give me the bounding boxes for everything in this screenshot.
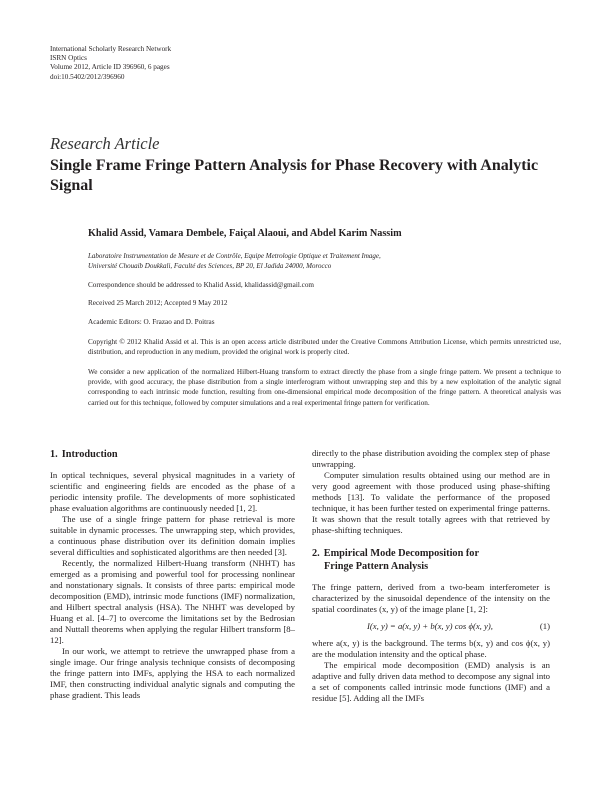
affiliation [88, 251, 381, 271]
paragraph: Recently, the normalized Hilbert-Huang transform (NHHT) has emerged as a promising and powerful tool for processing nonlinear and nonstationary signals. It consists of three parts: empirical mode decomposition (EMD), intrinsic mode functions (IMF) normalization, and Hilbert spectral analysis (HSA). The NHHT was developed by Huang et al. [4–7] to overcome the limitations set by the Bedrosian and Nuttall theorems when applying the regular Hilbert transform [8–12]. [50, 558, 295, 645]
equation-1 [312, 621, 550, 632]
paragraph: directly to the phase distribution avoiding the complex step of phase unwrapping. [312, 448, 550, 469]
volume-line: Volume 2012, Article ID 396960, 6 pages [50, 63, 170, 72]
doi: doi:10.5402/2012/396960 [50, 72, 125, 81]
article-type: Research Article [50, 134, 160, 153]
section-title: Empirical Mode Decomposition for [323, 548, 480, 559]
equation-number: (1) [539, 621, 550, 631]
section-title: Introduction [61, 449, 118, 460]
paragraph: The empirical mode decomposition (EMD) analysis is an adaptive and fully driven data method to decompose any signal into a set of components called intrinsic mode functions (IMF) and a residue [5]. Adding all the IMFs [312, 660, 550, 703]
section-heading-emd [312, 547, 550, 573]
paragraph: The fringe pattern, derived from a two-beam interferometer is characterized by the sinusoidal dependence of the intensity on the spatial coordinates (x, y) of the image plane [1, 2]: [312, 582, 550, 614]
academic-editors: Academic Editors: O. Frazao and D. Poitras [88, 318, 215, 326]
journal-name: International Scholarly Research Network [50, 45, 172, 53]
affiliation-line: Laboratoire Instrumentation de Mesure et de Contrôle, Equipe Metrologie Optique et Traitement Image, [88, 252, 381, 260]
copyright-notice: Copyright © 2012 Khalid Assid et al. This is an open access article distributed under the Creative Commons Attribution License, which permits unrestricted use, distribution, and reproduction in any medium, provided the original work is properly cited. [88, 338, 561, 357]
section-number: 2. [312, 548, 320, 559]
section-heading-introduction [50, 448, 295, 461]
article-title: Single Frame Fringe Pattern Analysis for Phase Recovery with Analytic Signal [50, 157, 539, 194]
right-column [312, 448, 550, 704]
journal-header [50, 45, 171, 82]
left-column [50, 448, 295, 701]
section-title-continued: Fringe Pattern Analysis [324, 561, 429, 572]
paragraph: where a(x, y) is the background. The terms b(x, y) and cos ϕ(x, y) are the modulation intensity and the optical phase. [312, 638, 550, 659]
dates: Received 25 March 2012; Accepted 9 May 2012 [88, 299, 228, 307]
affiliation-line: Université Chouaib Doukkali, Faculté des Sciences, BP 20, El Jadida 24000, Morocco [88, 262, 332, 270]
equation-body: I(x, y) = a(x, y) + b(x, y) cos ϕ(x, y), [367, 621, 493, 631]
paragraph: In our work, we attempt to retrieve the unwrapped phase from a single image. Our fringe analysis technique consists of decomposing the fringe pattern into IMFs, applying the HSA to each normalized IMF, then constructing individual analytic signals and computing the phase gradient. This leads [50, 646, 295, 700]
paragraph: Computer simulation results obtained using our method are in very good agreement with those produced using phase-shifting methods [13]. To validate the performance of the proposed technique, it has been further tested on experimental fringe patterns. It was shown that the result totally agrees with that retrieved by phase-shifting techniques. [312, 470, 550, 535]
publication-name: ISRN Optics [50, 54, 87, 63]
abstract: We consider a new application of the normalized Hilbert-Huang transform to extract directly the phase from a single fringe pattern. We present a technique to provide, with good accuracy, the phase distribution from a single interferogram without unwrapping step and this by a new exploitation of the analytic signal corresponding to each intrinsic mode function, resulting from one-dimensional empirical mode decomposition of the fringe pattern. A theoretical analysis was carried out for this technique, followed by computer simulations and a real experimental fringe pattern for verification. [88, 368, 561, 407]
paragraph: The use of a single fringe pattern for phase retrieval is more suitable in dynamic processes. The unwrapping step, which provides, a continuous phase distribution over its definition domain implies several difficulties and sophisticated algorithms are then needed [3]. [50, 514, 295, 557]
author-list: Khalid Assid, Vamara Dembele, Faiçal Alaoui, and Abdel Karim Nassim [88, 228, 402, 239]
correspondence: Correspondence should be addressed to Khalid Assid, khalidassid@gmail.com [88, 281, 314, 289]
section-number: 1. [50, 449, 58, 460]
paragraph: In optical techniques, several physical magnitudes in a variety of scientific and engineering fields are encoded as the phase of a periodic intensity profile. The developments of more sophisticated phase evaluation algorithms are continuously needed [1, 2]. [50, 470, 295, 513]
